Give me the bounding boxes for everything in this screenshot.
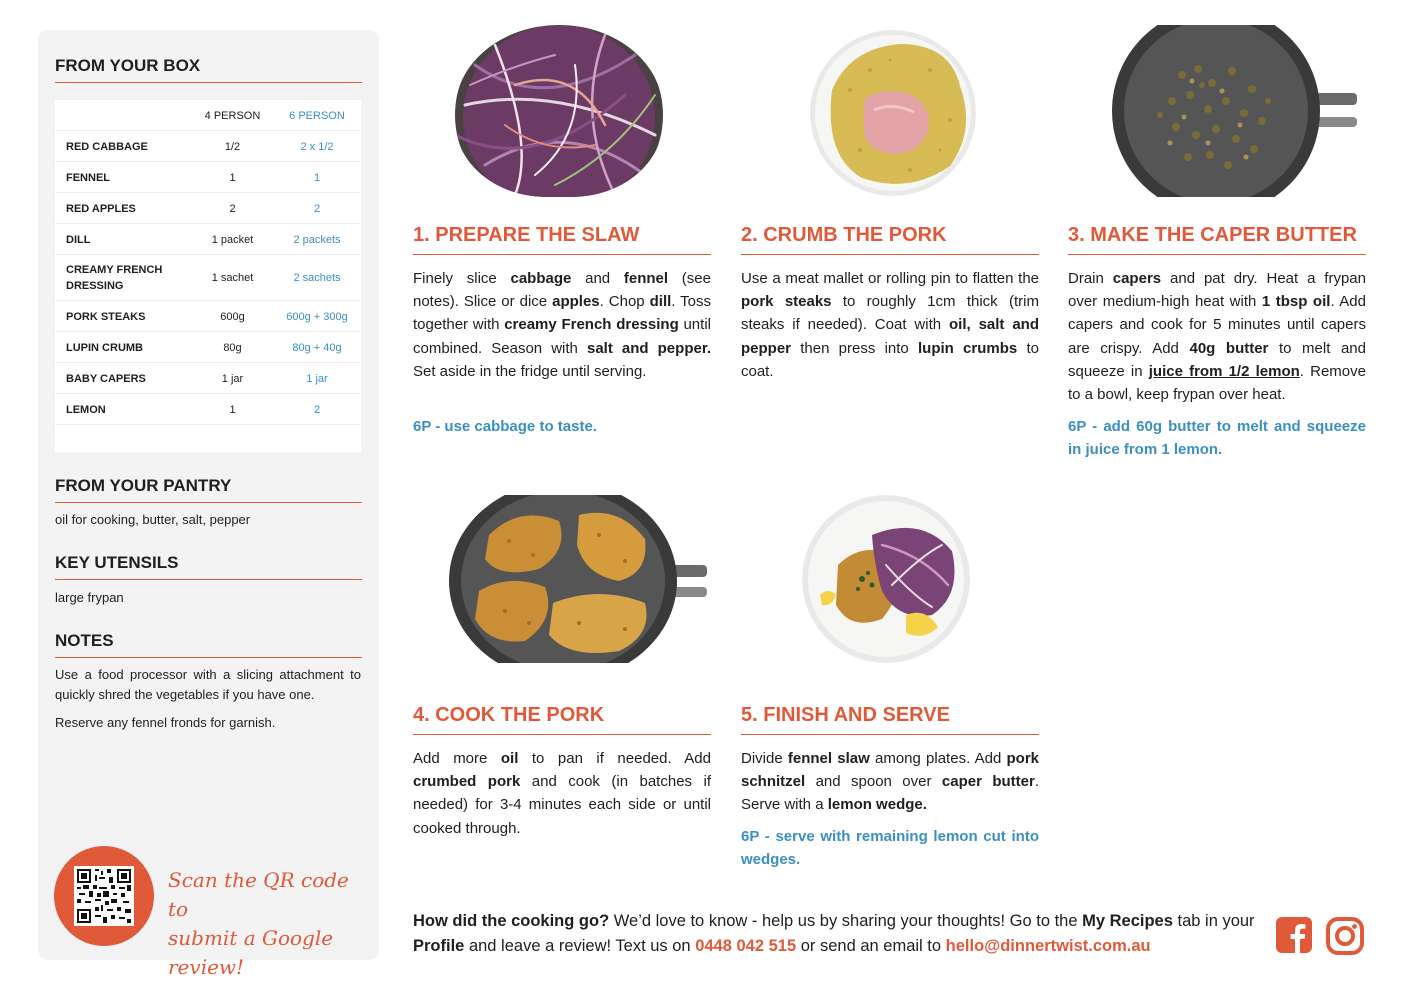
profile-label: Profile	[413, 937, 465, 955]
step-1-text-part: Set aside in the fridge until serving.	[413, 362, 647, 380]
ingredient-name: LEMON	[66, 404, 106, 416]
cook-pork-photo	[449, 495, 707, 663]
key-utensils-title: KEY UTENSILS	[55, 553, 179, 572]
step-1-text-part: . Toss together with	[413, 293, 711, 334]
divider	[55, 82, 362, 83]
feedback-footer	[413, 909, 1263, 959]
step-3-6p-note: 6P - add 60g butter to melt and squeeze in juice from 1 lemon.	[1068, 418, 1366, 459]
qty-6: 2 x 1/2	[300, 141, 334, 153]
step-1-text-part: (see notes). Slice or dice	[413, 270, 711, 311]
table-row	[55, 162, 361, 193]
qty-6: 1 jar	[306, 373, 328, 385]
table-row	[55, 394, 361, 425]
ingredient-highlight: fennel slaw	[787, 750, 870, 767]
finish-serve-photo	[802, 495, 970, 663]
step-4-text	[413, 747, 711, 840]
qty-4: 1	[229, 172, 236, 184]
my-recipes-label: My Recipes	[1082, 912, 1173, 930]
crumb-pork-photo	[810, 30, 976, 196]
table-row	[55, 332, 361, 363]
qty-6: 2 sachets	[293, 272, 341, 284]
notes-title: NOTES	[55, 631, 114, 650]
ingredient-name: RED APPLES	[66, 203, 136, 215]
ingredient-highlight: juice from 1/2 lemon	[1148, 362, 1300, 380]
ingredient-name: DILL	[66, 234, 91, 246]
ingredient-highlight: creamy French dressing	[504, 316, 679, 334]
ingredient-highlight: apples	[552, 293, 600, 311]
divider	[55, 502, 362, 503]
divider	[55, 657, 362, 658]
ingredient-name: BABY CAPERS	[66, 373, 146, 385]
step-4-title: 4. COOK THE PORK	[413, 704, 605, 726]
qty-4: 1/2	[224, 141, 241, 153]
qr-code-icon[interactable]	[74, 866, 134, 926]
step-5-text-part: Divide	[741, 750, 788, 767]
step-4-text-part: Add more	[413, 750, 501, 767]
qty-4: 1 sachet	[211, 272, 254, 284]
qty-4: 1 packet	[211, 234, 254, 246]
step-1-title: 1. PREPARE THE SLAW	[413, 224, 640, 246]
step-3-text	[1068, 267, 1366, 406]
utensils-text: large frypan	[55, 590, 124, 605]
ingredient-highlight: pork schnitzel	[741, 750, 1040, 791]
divider	[55, 579, 362, 580]
table-row	[55, 301, 361, 332]
footer-text: or send an email to	[796, 937, 946, 955]
ingredient-highlight: lemon wedge.	[827, 796, 927, 814]
notes-text-1: Use a food processor with a slicing attachment to quickly shred the vegetables if you have one.	[55, 667, 361, 702]
feedback-question: How did the cooking go?	[413, 912, 610, 930]
qty-6: 2 packets	[293, 234, 341, 246]
qty-4: 1 jar	[221, 373, 244, 385]
table-row	[55, 255, 361, 301]
ingredient-highlight: 40g butter	[1189, 339, 1269, 357]
divider	[413, 254, 711, 255]
ingredient-name: CREAMY FRENCH DRESSING	[66, 264, 163, 292]
slaw-photo	[455, 25, 663, 197]
step-1-text-part: Finely slice	[413, 270, 511, 287]
qr-caption-line-1: Scan the QR code to	[168, 868, 349, 921]
ingredient-highlight: 1 tbsp oil	[1261, 293, 1331, 311]
ingredient-highlight: pork steaks	[741, 293, 832, 311]
ingredient-name: RED CABBAGE	[66, 141, 148, 153]
from-your-pantry-title: FROM YOUR PANTRY	[55, 476, 232, 495]
ingredient-name: FENNEL	[66, 172, 110, 184]
step-3-text-part: . Remove to a bowl, keep frypan over heat.	[1068, 362, 1366, 404]
divider	[1068, 254, 1366, 255]
step-5-text-part: . Serve with a	[741, 773, 1039, 814]
ingredient-highlight: caper butter	[941, 773, 1035, 791]
footer-text: and leave a review! Text us on	[464, 937, 696, 955]
step-2-text-part: then press into	[791, 339, 918, 357]
ingredient-highlight: salt and pepper.	[586, 339, 711, 357]
table-row	[55, 224, 361, 255]
step-1-text-part: . Chop	[599, 293, 650, 311]
ingredient-name: PORK STEAKS	[66, 311, 146, 323]
step-3-title: 3. MAKE THE CAPER BUTTER	[1068, 224, 1357, 246]
step-1-text	[413, 267, 711, 383]
qty-6: 80g + 40g	[292, 342, 342, 354]
step-5-text	[741, 747, 1039, 817]
step-3-text-part: Drain	[1068, 270, 1113, 287]
step-2-text-part: to coat.	[741, 339, 1039, 380]
header-6-person: 6 PERSON	[289, 110, 345, 122]
divider	[413, 734, 711, 735]
step-4-text-part: to pan if needed. Add	[518, 750, 711, 767]
qty-4: 2	[229, 203, 236, 215]
email-link[interactable]: hello@dinnertwist.com.au	[945, 937, 1151, 955]
ingredient-highlight: dill	[649, 293, 672, 311]
step-5-6p-note: 6P - serve with remaining lemon cut into wedges.	[741, 828, 1039, 869]
table-row	[55, 131, 361, 162]
step-2-text	[741, 267, 1039, 383]
qr-badge	[54, 846, 154, 946]
phone-link[interactable]: 0448 042 515	[695, 937, 797, 955]
divider	[741, 734, 1039, 735]
divider	[741, 254, 1039, 255]
ingredient-highlight: lupin crumbs	[918, 339, 1018, 357]
sidebar-panel	[38, 30, 379, 979]
instagram-icon[interactable]	[1326, 917, 1364, 955]
step-5-text-part: among plates. Add	[869, 750, 1007, 767]
qty-4: 1	[229, 404, 236, 416]
step-5-title: 5. FINISH AND SERVE	[741, 704, 950, 726]
header-4-person: 4 PERSON	[204, 110, 261, 122]
qty-4: 80g	[223, 342, 242, 354]
step-2-text-part: to roughly 1cm thick (trim steaks if needed). Coat with	[741, 293, 1039, 334]
qty-4: 600g	[220, 311, 245, 323]
step-2-text-part: Use a meat mallet or rolling pin to flatten the	[741, 270, 1039, 287]
qty-6: 600g + 300g	[286, 311, 348, 323]
caper-butter-photo	[1112, 25, 1357, 197]
ingredients-table	[55, 100, 361, 453]
notes-text-2: Reserve any fennel fronds for garnish.	[55, 715, 276, 730]
table-row	[55, 193, 361, 224]
from-your-box-title: FROM YOUR BOX	[55, 56, 201, 75]
step-3-text-part: . Add capers and cook for 5 minutes until capers are crispy. Add	[1068, 293, 1366, 357]
step-1-text-part: until combined. Season with	[413, 316, 711, 357]
table-row	[55, 363, 361, 394]
ingredient-highlight: capers	[1112, 270, 1162, 287]
ingredient-highlight: cabbage	[510, 270, 572, 287]
ingredient-name: LUPIN CRUMB	[66, 342, 143, 354]
ingredient-highlight: oil	[500, 750, 519, 767]
step-2-title: 2. CRUMB THE PORK	[741, 224, 947, 246]
step-3-text-part: and pat dry. Heat a frypan over medium-high heat with	[1068, 270, 1366, 311]
qty-6: 1	[313, 172, 321, 184]
step-1-text-part: and	[571, 270, 624, 287]
step-1-6p-note: 6P - use cabbage to taste.	[413, 418, 597, 435]
ingredient-highlight: crumbed pork	[413, 773, 521, 791]
footer-text: tab in your	[1172, 912, 1255, 930]
table-header-row	[55, 100, 361, 131]
qty-6: 2	[313, 404, 321, 416]
step-3-text-part: to melt and squeeze in	[1068, 339, 1366, 380]
step-4-text-part: and cook (in batches if needed) for 3-4 minutes each side or until cooked through.	[413, 773, 711, 837]
qr-caption-line-2: submit a Google review!	[168, 926, 334, 979]
pantry-text: oil for cooking, butter, salt, pepper	[55, 512, 251, 527]
ingredient-highlight: fennel	[623, 270, 669, 287]
qty-6: 2	[313, 203, 321, 215]
qr-caption	[168, 866, 368, 982]
ingredient-highlight: oil, salt and pepper	[741, 316, 1040, 357]
footer-text: We’d love to know - help us by sharing your thoughts! Go to the	[609, 912, 1083, 930]
facebook-icon[interactable]	[1276, 917, 1314, 955]
step-5-text-part: and spoon over	[805, 773, 942, 791]
